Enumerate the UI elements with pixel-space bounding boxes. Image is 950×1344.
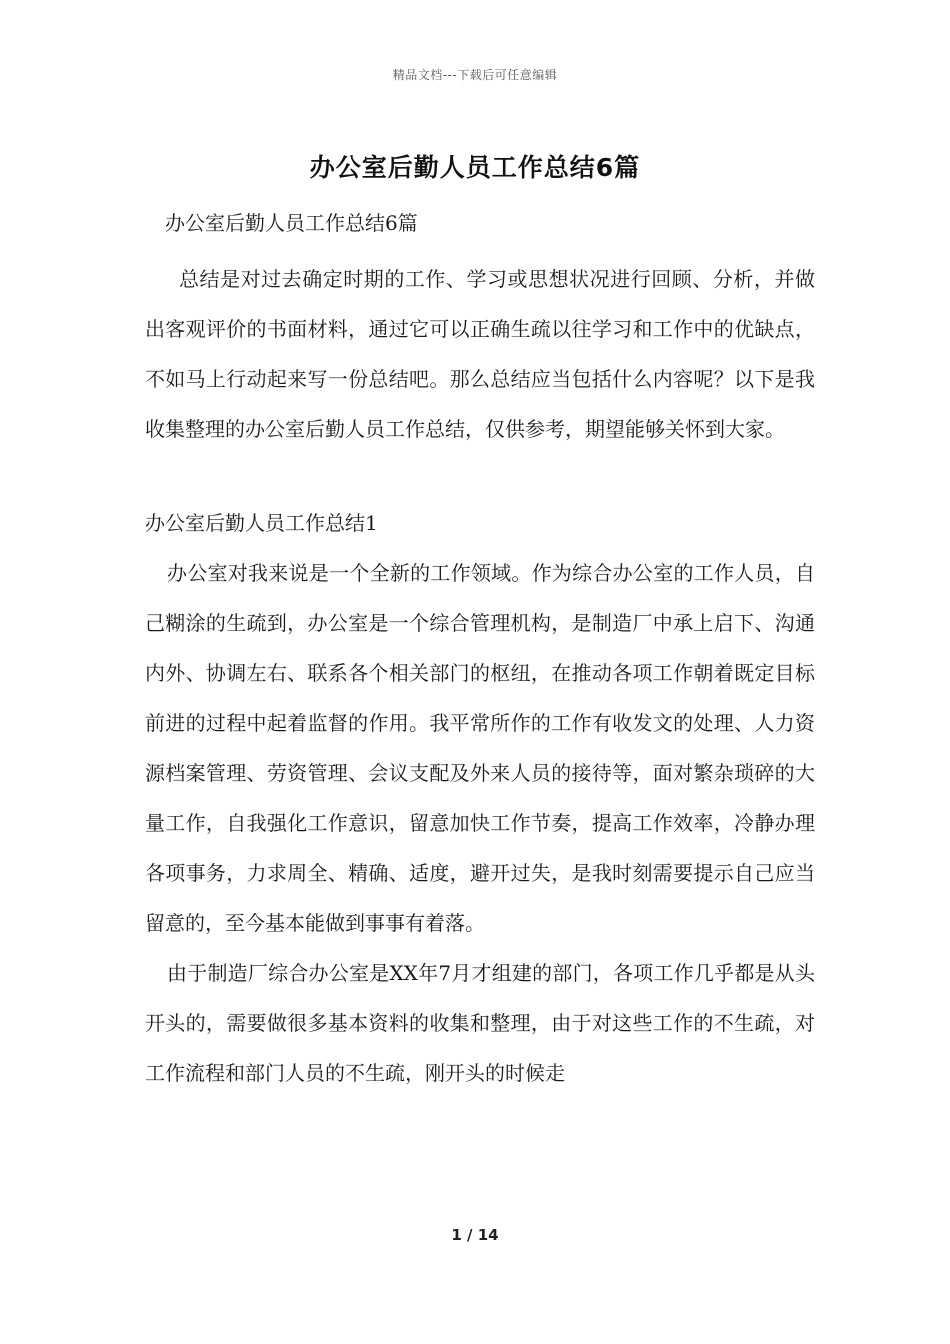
page-indicator: 1 / 14 — [451, 1226, 499, 1244]
header-note: 精品文档---下载后可任意编辑 — [392, 68, 558, 82]
section-heading: 办公室后勤人员工作总结1 — [145, 511, 378, 535]
body-paragraph: 由于制造厂综合办公室是XX年7月才组建的部门，各项工作几乎都是从头开头的，需要做很多基本资料的收集和整理，由于对这些工作的不生疏，对工作流程和部门人员的不生疏，刚开头的时候走 — [145, 961, 815, 1085]
body-paragraph: 办公室对我来说是一个全新的工作领域。作为综合办公室的工作人员，自己糊涂的生疏到，办公室是一个综合管理机构，是制造厂中承上启下、沟通内外、协调左右、联系各个相关部门的枢纽，在推动各项工作朝着既定目标前进的过程中起着监督的作用。我平常所作的工作有收发文的处理、人力资源档案管理、劳资管理、会议支配及外来人员的接待等，面对繁杂琐碎的大量工作，自我强化工作意识，留意加快工作节奏，提高工作效率，冷静办理各项事务，力求周全、精确、适度，避开过失，是我时刻需要提示自己应当留意的，至今基本能做到事事有着落。 — [145, 561, 815, 935]
document-body — [145, 198, 815, 1098]
document-subtitle: 办公室后勤人员工作总结6篇 — [165, 211, 418, 235]
blank-line — [145, 454, 815, 498]
intro-paragraph: 总结是对过去确定时期的工作、学习或思想状况进行回顾、分析，并做出客观评价的书面材料，通过它可以正确生疏以往学习和工作中的优缺点，不如马上行动起来写一份总结吧。那么总结应当包括什么内容呢？以下是我收集整理的办公室后勤人员工作总结，仅供参考，期望能够关怀到大家。 — [145, 267, 815, 441]
document-title: 办公室后勤人员工作总结6篇 — [309, 153, 641, 182]
